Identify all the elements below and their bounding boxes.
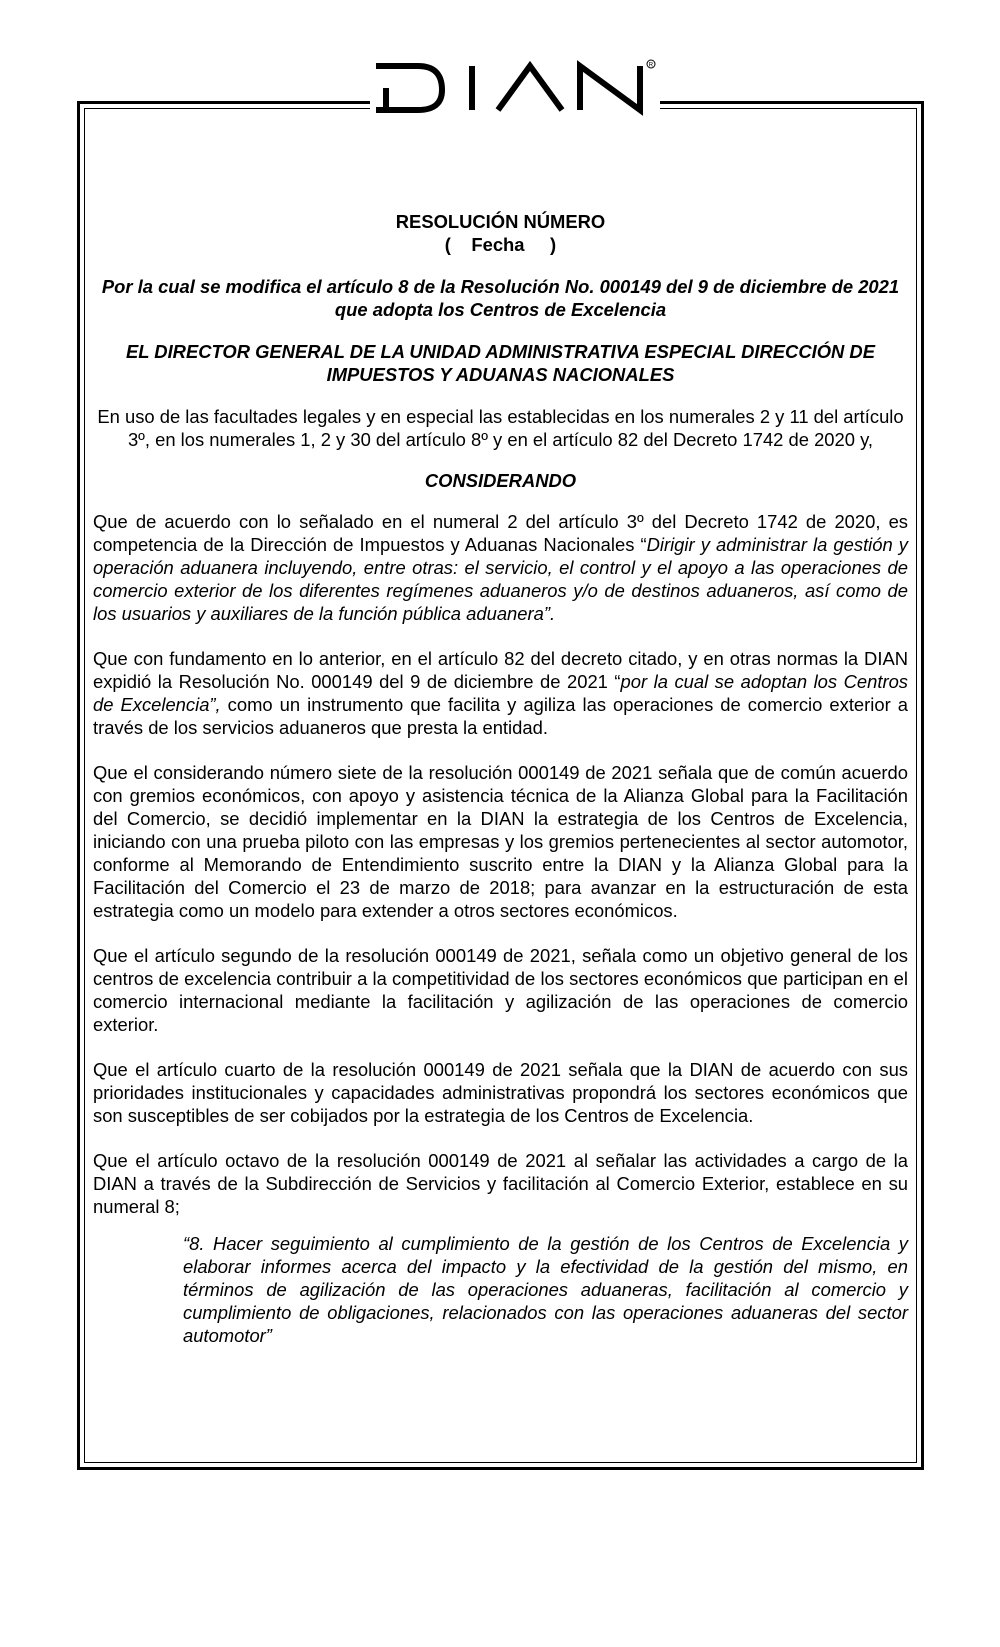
paragraph-text: Que de acuerdo con lo señalado en el numeral 2 del artículo 3º del Decreto 1742 de 2020, es competencia de la Dirección de Impuestos y Aduanas Nacionales “: [93, 511, 908, 555]
paragraph-quote: por la cual se adoptan los Centros de Excelencia”,: [93, 671, 908, 715]
document-body: [93, 210, 908, 1347]
resolution-title: RESOLUCIÓN NÚMERO: [395, 211, 606, 232]
considerando-paragraph-6: Que el artículo octavo de la resolución 000149 de 2021 al señalar las actividades a cargo de la DIAN a través de la Subdirección de Servicios y facilitación al Comercio Exterior, establece en su numeral 8;: [93, 1150, 908, 1217]
considerando-paragraph-2: [93, 647, 908, 739]
paragraph-quote: Dirigir y administrar la gestión y operación aduanera incluyendo, entre otras: el servicio, el control y el apoyo a las operaciones de comercio exterior de los diferentes regímenes aduaneros y/o de destinos aduaneros, así como de los usuarios y auxiliares de la función pública aduanera”.: [93, 534, 908, 624]
issuing-authority: EL DIRECTOR GENERAL DE LA UNIDAD ADMINISTRATIVA ESPECIAL DIRECCIÓN DE IMPUESTOS Y ADUANAS NACIONALES: [126, 341, 875, 385]
svg-text:R: R: [648, 62, 654, 69]
legal-faculties: En uso de las facultades legales y en especial las establecidas en los numerales 2 y 11 del artículo 3º, en los numerales 1, 2 y 30 del artículo 8º y en el artículo 82 del Decreto 1742 de 2020 y,: [97, 406, 904, 450]
considerando-heading: CONSIDERANDO: [424, 470, 577, 491]
considerando-paragraph-4: Que el artículo segundo de la resolución 000149 de 2021, señala como un objetivo general de los centros de excelencia contribuir a la competitividad de los sectores económicos que participan en el comercio internacional mediante la facilitación y agilización de las operaciones de comercio exterior.: [93, 945, 908, 1035]
dian-logo-mark: [370, 58, 660, 118]
paragraph-text-cont: como un instrumento que facilita y agiliza las operaciones de comercio exterior a través de los servicios aduaneros que presta la entidad.: [93, 694, 908, 738]
considerando-paragraph-5: Que el artículo cuarto de la resolución 000149 de 2021 señala que la DIAN de acuerdo con sus prioridades institucionales y capacidades administrativas propondrá los sectores económicos que son susceptibles de ser cobijados por la estrategia de los Centros de Excelencia.: [93, 1059, 908, 1126]
paragraph-text: Que con fundamento en lo anterior, en el artículo 82 del decreto citado, y en otras normas la DIAN expidió la Resolución No. 000149 del 9 de diciembre de 2021 “: [93, 648, 908, 692]
considerando-paragraph-3: Que el considerando número siete de la resolución 000149 de 2021 señala que de común acuerdo con gremios económicos, con apoyo y asistencia técnica de la Alianza Global para la Facilitación del Comercio, se decidió implementar en la DIAN la estrategia de los Centros de Excelencia, iniciando con una prueba piloto con las empresas y los gremios pertenecientes al sector automotor, conforme al Memorando de Entendimiento suscrito entre la DIAN y la Alianza Global para la Facilitación del Comercio el 23 de marzo de 2018; para avanzar en la estructuración de esta estrategia como un modelo para extender a otros sectores económicos.: [93, 762, 908, 921]
considerando-paragraph-1: [93, 510, 908, 625]
resolution-date: ( Fecha ): [444, 234, 557, 255]
dian-logo: [370, 58, 660, 118]
article-8-quote: “8. Hacer seguimiento al cumplimiento de la gestión de los Centros de Excelencia y elaborar informes acerca del impacto y la efectividad de la gestión del mismo, en términos de agilización de las operaciones aduaneras, facilitación al comercio y cumplimiento de obligaciones, relacionados con las operaciones aduaneras del sector automotor”: [183, 1233, 908, 1346]
resolution-subject: Por la cual se modifica el artículo 8 de la Resolución No. 000149 del 9 de diciembre de 2021 que adopta los Centros de Excelencia: [101, 276, 900, 320]
